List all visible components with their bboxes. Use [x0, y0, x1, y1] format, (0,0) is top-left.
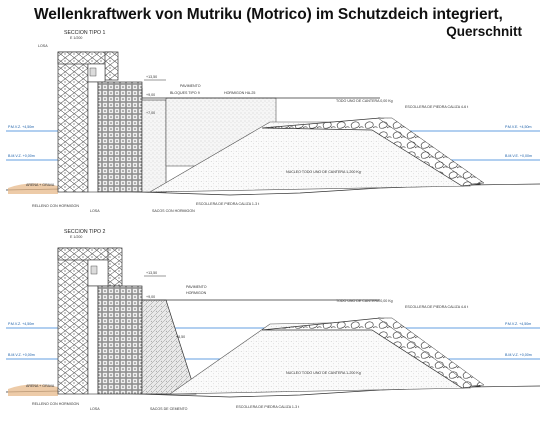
back-wall	[58, 52, 88, 192]
elevation-c-label: +7,00	[146, 111, 156, 115]
top-elevation-label: +13,50	[146, 75, 158, 79]
relleno-label: RELLENO CON HORMIGON	[32, 204, 79, 208]
front-post-2	[108, 248, 122, 286]
section-2-heading: SECCION TIPO 2	[64, 229, 106, 235]
turbine-icon-2	[91, 266, 97, 274]
losa-label: LOSA	[38, 44, 48, 48]
todo-uno-label: TODO UNO DE CANTERA 0,00 Kg	[336, 99, 393, 103]
nucleo-label-2: NUCLEO TODO UNO DE CANTERA 1-200 Kg	[286, 371, 361, 375]
sacos-label-2: SACOS DE CEMENTO	[150, 407, 188, 411]
concrete-wedge	[142, 300, 196, 394]
block-mass	[98, 82, 142, 192]
section-2-scale: E 1/200	[70, 235, 83, 239]
nucleo-label: NUCLEO TODO UNO DE CANTERA 1-200 Kg	[286, 170, 361, 174]
relleno-label-2: RELLENO CON HORMIGON	[32, 402, 79, 406]
elevation-a-label-2: +9,00	[146, 295, 156, 299]
hormigon-label-2: HORMIGON	[186, 291, 207, 295]
arena-label: ARENA + GRAVA	[26, 183, 55, 187]
turbine-icon	[90, 68, 96, 76]
todo-uno-label-2: TODO UNO DE CANTERA 0,00 Kg	[336, 299, 393, 303]
section-1	[6, 30, 540, 213]
escollera-bottom-label: ESCOLLERA DE PIEDRA CALIZA 1-3 t	[196, 202, 260, 206]
pmvz-label-left-2: P.M.V.Z. +4,50m	[8, 322, 35, 326]
bmve-label-right-2: B.M.V.Z. +0,00m	[505, 353, 532, 357]
pmve-label-right: P.M.V.E. +4,50m	[505, 125, 532, 129]
air-chamber	[88, 82, 98, 192]
front-post	[105, 52, 118, 80]
diagram-title: Wellenkraftwerk von Mutriku (Motrico) im Schutzdeich integriert,	[34, 6, 503, 23]
bmve-label-right: B.M.V.E. +0,00m	[505, 154, 532, 158]
escollera-caliza-label-2: ESCOLLERA DE PIEDRA CALIZA 4-6 t	[405, 305, 469, 309]
top-elevation-label-2: +13,50	[146, 271, 158, 275]
pavimento-label-2: PAVIMENTO	[186, 285, 207, 289]
back-wall-2	[58, 248, 88, 394]
pmvz-label-left: P.M.V.Z. +4,50m	[8, 125, 35, 129]
elevation-b-label-2: +8,50	[176, 335, 186, 339]
sacos-label: SACOS CON HORMIGON	[152, 209, 195, 213]
pmve-label-right-2: P.M.V.Z. +4,50m	[505, 322, 532, 326]
bloques-label: BLOQUES TIPO 9	[170, 91, 200, 95]
section-1-scale: E 1/200	[70, 36, 83, 40]
diagram-subtitle: Querschnitt	[446, 24, 522, 39]
air-chamber-2	[88, 286, 98, 394]
bmvz-label-left-2: B.M.V.Z. +0,00m	[8, 353, 35, 357]
bmvz-label-left: B.M.V.Z. +0,00m	[8, 154, 35, 158]
pavimento-label: PAVIMENTO	[180, 84, 201, 88]
escollera-caliza-label: ESCOLLERA DE PIEDRA CALIZA 4-6 t	[405, 105, 469, 109]
escollera-bottom-label-2: ESCOLLERA DE PIEDRA CALIZA 1-3 t	[236, 405, 300, 409]
elevation-a-label: +9,00	[146, 93, 156, 97]
section-1-heading: SECCION TIPO 1	[64, 30, 106, 36]
losa-bottom-label-2: LOSA	[90, 407, 100, 411]
section-2	[6, 229, 540, 411]
block-mass-2	[98, 286, 142, 394]
arena-label-2: ARENA + GRAVA	[26, 384, 55, 388]
losa-bottom-label: LOSA	[90, 209, 100, 213]
hormigon-label: HORMIGON HA-25	[224, 91, 256, 95]
top-slab	[58, 52, 112, 64]
